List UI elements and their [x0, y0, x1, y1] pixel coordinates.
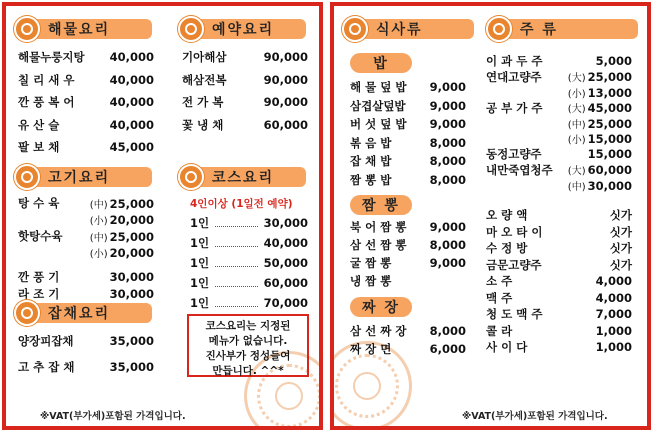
portion-size: (大): [567, 104, 586, 115]
price-value: 5,000: [595, 54, 632, 68]
menu-item-price: 40,000: [109, 95, 154, 109]
emblem-icon: [486, 16, 512, 42]
price-value: 45,000: [587, 101, 632, 115]
menu-item-price: [90, 245, 154, 260]
price-value: 25,000: [587, 116, 632, 131]
menu-item-row: [486, 322, 632, 340]
menu-item-price: 6,000: [429, 342, 466, 356]
menu-item-price: [108, 270, 154, 284]
menu-item-name: 잡 채 밥: [350, 154, 392, 168]
menu-item-price: 9,000: [429, 256, 466, 270]
vat-notice: ※VAT(부가세)포함된 가격입니다.: [462, 411, 608, 422]
menu-item-name: 볶 음 밥: [350, 135, 392, 150]
section-header-japchae: 잡채요리: [14, 300, 152, 326]
menu-item-price: 35,000: [109, 360, 154, 374]
section-header-meat: 고기요리: [14, 164, 152, 190]
menu-panel-right: [330, 2, 651, 430]
emblem-icon: [14, 164, 40, 190]
leader-dots: [215, 239, 257, 247]
menu-item-row: [190, 214, 308, 232]
menu-item-price: 1,000: [595, 340, 632, 354]
menu-item-row: [350, 218, 466, 236]
menu-item-price: 70,000: [263, 296, 308, 310]
section-header-rice: 밥: [350, 50, 412, 76]
price-value: 30,000: [587, 178, 632, 193]
menu-item-name: 전 가 복: [182, 95, 224, 109]
menu-item-row: [350, 152, 466, 170]
menu-item-row: [182, 71, 308, 89]
price-value: 25,000: [587, 70, 632, 84]
price-value: 25,000: [109, 196, 154, 211]
menu-item-row: [350, 115, 466, 133]
leader-dots: [215, 259, 257, 267]
menu-item-price: 60,000: [263, 117, 308, 132]
menu-item-price: 싯가: [609, 208, 632, 222]
menu-item-row: [18, 244, 154, 262]
menu-item-row: [350, 322, 466, 340]
price-value: 15,000: [587, 147, 632, 161]
menu-item-price: [108, 287, 154, 301]
menu-item-row: [190, 254, 308, 272]
menu-item-name: 삼 선 짜 장: [350, 324, 407, 338]
leader-dots: [215, 219, 257, 227]
section-header-jjajang: 짜 장: [350, 294, 412, 320]
menu-item-row: [350, 97, 466, 115]
menu-item-name: 북 어 짬 뽕: [350, 220, 407, 234]
menu-item-name: 탕 수 육: [18, 196, 60, 210]
menu-item-name: 버 섯 덮 밥: [350, 117, 407, 131]
menu-item-row: [18, 227, 154, 245]
menu-item-price: 4,000: [595, 274, 632, 288]
menu-item-name: 이 과 두 주: [486, 54, 543, 68]
menu-item-name: 짬 뽕 밥: [350, 172, 392, 187]
menu-item-row: [350, 272, 466, 290]
menu-item-price: 40,000: [263, 236, 308, 250]
menu-item-row: [486, 239, 632, 257]
portion-size: (小): [89, 249, 108, 260]
menu-item-name: 오 량 액: [486, 208, 528, 222]
menu-item-row: [18, 116, 154, 134]
menu-item-row: [18, 48, 154, 66]
menu-item-name: 금문고량주: [486, 257, 542, 272]
menu-item-name: 칠 리 새 우: [18, 72, 75, 87]
menu-item-row: [18, 194, 154, 212]
menu-item-row: [486, 223, 632, 241]
emblem-icon: [178, 16, 204, 42]
menu-item-price: [568, 69, 632, 84]
menu-item-name: 동정고량주: [486, 147, 542, 161]
menu-item-price: 50,000: [263, 256, 308, 270]
menu-item-row: [18, 71, 154, 89]
menu-item-price: [568, 162, 632, 177]
menu-item-row: [190, 274, 308, 292]
section-header-meals: 식사류: [342, 16, 474, 42]
portion-size: (大): [567, 166, 586, 177]
menu-item-name: 1인: [190, 216, 210, 230]
menu-item-price: 45,000: [109, 140, 154, 154]
menu-item-price: [90, 229, 154, 244]
menu-item-row: [486, 305, 632, 323]
menu-item-name: 유 산 슬: [18, 117, 60, 132]
portion-size: (大): [567, 73, 586, 84]
menu-item-name: 청 도 맥 주: [486, 307, 543, 321]
menu-item-name: 짜 장 면: [350, 342, 392, 356]
menu-item-price: [568, 131, 632, 146]
menu-item-row: [18, 93, 154, 111]
leader-dots: [215, 279, 257, 287]
menu-item-row: [350, 134, 466, 152]
menu-item-name: 1인: [190, 256, 210, 270]
menu-item-row: [182, 48, 308, 66]
menu-item-price: 4,000: [595, 290, 632, 305]
leader-dots: [215, 299, 257, 307]
price-value: 15,000: [587, 132, 632, 146]
section-header-drinks: 주 류: [486, 16, 638, 42]
menu-item-row: [350, 340, 466, 358]
menu-item-row: [190, 294, 308, 312]
menu-item-row: [18, 268, 154, 286]
menu-item-price: 90,000: [263, 50, 308, 64]
menu-item-name: 고 추 잡 채: [18, 360, 75, 374]
menu-item-price: 40,000: [109, 117, 154, 132]
menu-item-name: 팔 보 채: [18, 140, 60, 154]
menu-item-price: 싯가: [609, 241, 632, 255]
course-note: 4인이상 (1일전 예약): [190, 198, 293, 210]
menu-item-name: 깐 풍 복 어: [18, 95, 75, 109]
menu-item-row: [486, 289, 632, 307]
menu-item-price: 30,000: [263, 216, 308, 230]
price-value: 60,000: [587, 163, 632, 177]
menu-item-price: 40,000: [109, 72, 154, 87]
menu-item-price: [568, 85, 632, 100]
portion-size: (中): [89, 232, 108, 244]
menu-item-price: 8,000: [429, 154, 466, 168]
menu-item-row: [486, 272, 632, 290]
menu-item-price: 싯가: [609, 257, 632, 272]
menu-item-name: 라 조 기: [18, 286, 60, 301]
menu-item-price: 90,000: [263, 95, 308, 109]
menu-item-price: 40,000: [109, 50, 154, 64]
section-header-reserve: 예약요리: [178, 16, 306, 42]
emblem-icon: [342, 16, 368, 42]
menu-item-name: 삼 선 짬 뽕: [350, 238, 407, 252]
menu-item-row: [350, 171, 466, 189]
menu-item-row: [182, 116, 308, 134]
menu-item-price: 90,000: [263, 72, 308, 87]
menu-item-price: 8,000: [429, 172, 466, 187]
emblem-icon: [14, 300, 40, 326]
menu-item-name: 삼겹살덮밥: [350, 98, 406, 113]
menu-item-name: 내만죽엽청주: [486, 162, 553, 177]
price-value: 25,000: [109, 229, 154, 244]
menu-item-price: 9,000: [429, 98, 466, 113]
menu-item-row: [486, 256, 632, 274]
menu-item-row: [486, 206, 632, 224]
menu-panel-left: [2, 2, 323, 430]
portion-size: (小): [89, 216, 108, 227]
menu-item-name: 꽃 냉 채: [182, 117, 224, 132]
menu-item-row: [350, 78, 466, 96]
section-header-seafood: 해물요리: [14, 16, 152, 42]
menu-item-price: [568, 178, 632, 193]
menu-item-price: 35,000: [109, 334, 154, 348]
menu-item-name: 1인: [190, 236, 210, 250]
vat-notice: ※VAT(부가세)포함된 가격입니다.: [40, 411, 186, 422]
price-value: 20,000: [109, 213, 154, 227]
menu-item-row: [486, 176, 632, 194]
menu-item-name: 양장피잡채: [18, 334, 74, 348]
portion-size: (小): [567, 88, 586, 100]
menu-item-name: 마 오 타 이: [486, 224, 543, 239]
section-header-course: 코스요리: [178, 164, 306, 190]
menu-item-name: 맥 주: [486, 290, 513, 305]
menu-item-row: [18, 285, 154, 303]
menu-item-name: 사 이 다: [486, 340, 528, 354]
price-value: 13,000: [587, 85, 632, 100]
menu-item-row: [350, 254, 466, 272]
emblem-icon: [14, 16, 40, 42]
menu-item-row: [18, 332, 154, 350]
menu-item-row: [182, 93, 308, 111]
menu-item-price: [568, 116, 632, 131]
course-notice-box: 코스요리는 지정된 메뉴가 없습니다. 진사부가 정성들여 만듭니다. ^^*: [187, 314, 309, 377]
menu-item-price: 9,000: [429, 80, 466, 94]
menu-item-name: 굴 짬 뽕: [350, 256, 392, 270]
portion-size: (中): [89, 199, 108, 211]
menu-item-name: 1인: [190, 276, 210, 290]
menu-item-price: 60,000: [263, 276, 308, 290]
price-value: 30,000: [109, 286, 154, 301]
menu-item-price: 싯가: [609, 224, 632, 239]
portion-size: (中): [567, 181, 586, 193]
menu-item-row: [190, 234, 308, 252]
menu-item-name: 기아해삼: [182, 50, 227, 64]
menu-item-price: [568, 100, 632, 115]
menu-item-name: 연대고량주: [486, 69, 542, 84]
menu-item-name: 해삼전복: [182, 72, 227, 87]
price-value: 20,000: [109, 246, 154, 260]
menu-item-row: [18, 358, 154, 376]
menu-item-name: 공 부 가 주: [486, 100, 543, 115]
menu-item-price: 8,000: [429, 135, 466, 150]
menu-item-price: 1,000: [595, 323, 632, 338]
menu-item-name: 깐 풍 기: [18, 270, 60, 284]
menu-item-price: [586, 147, 632, 161]
menu-item-name: 냉 짬 뽕: [350, 274, 392, 288]
section-header-jjamppong: 짬 뽕: [350, 192, 412, 218]
menu-item-name: 해물누룽지탕: [18, 50, 85, 64]
menu-item-name: 수 정 방: [486, 241, 528, 255]
emblem-icon: [178, 164, 204, 190]
menu-item-price: 9,000: [429, 220, 466, 234]
menu-item-row: [486, 338, 632, 356]
menu-item-price: 7,000: [595, 307, 632, 321]
menu-item-row: [18, 138, 154, 156]
menu-item-price: [594, 54, 632, 68]
menu-item-price: 8,000: [429, 238, 466, 252]
menu-item-name: 1인: [190, 296, 210, 310]
menu-item-name: 핫탕수육: [18, 229, 63, 243]
menu-item-name: 콜 라: [486, 323, 513, 338]
menu-item-price: [90, 212, 154, 227]
portion-size: (中): [567, 119, 586, 131]
menu-item-price: [90, 196, 154, 211]
portion-size: (小): [567, 135, 586, 146]
menu-item-row: [18, 211, 154, 229]
menu-item-row: [350, 236, 466, 254]
menu-item-price: 8,000: [429, 324, 466, 338]
menu-item-price: 9,000: [429, 117, 466, 131]
menu-item-name: 소 주: [486, 274, 513, 288]
menu-item-name: 해 물 덮 밥: [350, 80, 407, 94]
price-value: 30,000: [109, 270, 154, 284]
